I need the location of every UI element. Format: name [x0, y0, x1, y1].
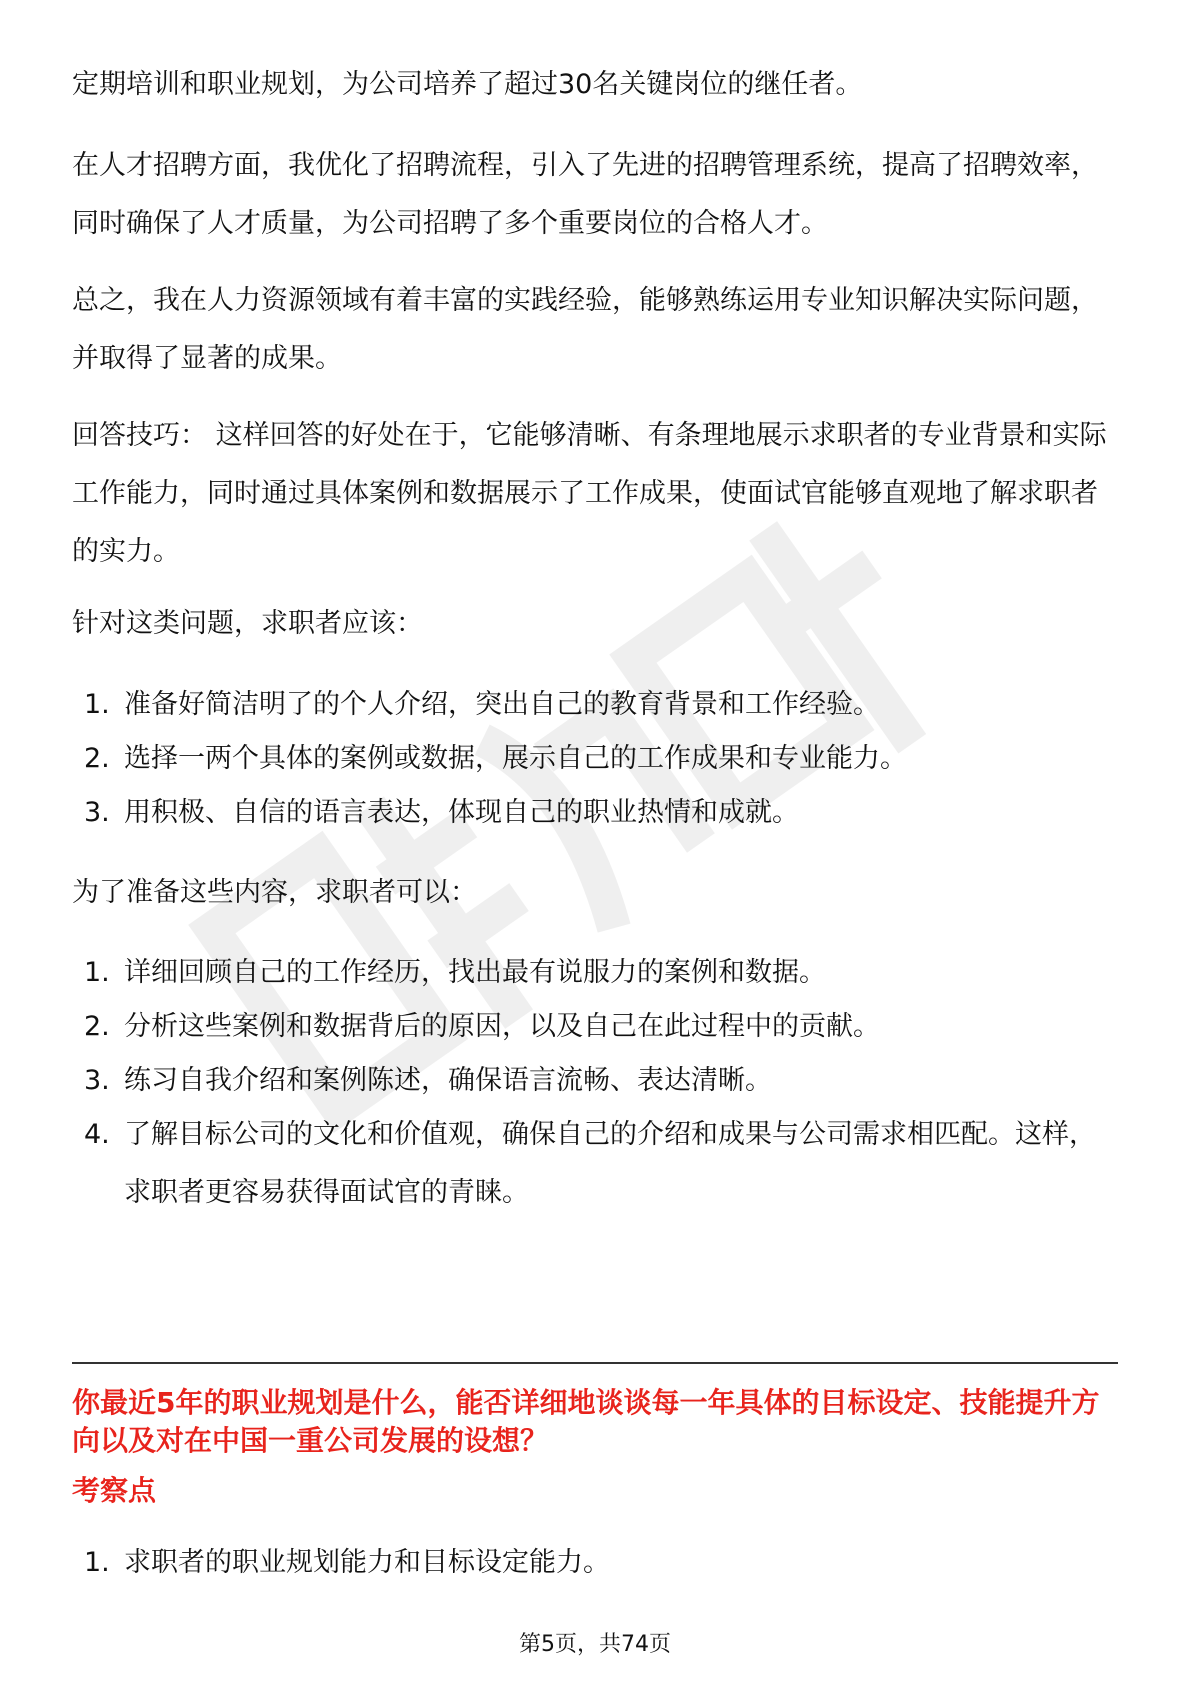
list-text: 详细回顾自己的工作经历，找出最有说服力的案例和数据。: [124, 957, 826, 988]
list-text: 了解目标公司的文化和价值观，确保自己的介绍和成果与公司需求相匹配。这样，求职者更容易获得面试官的青睐。: [124, 1119, 1096, 1208]
list-item: [72, 998, 1118, 1056]
list-number: 2.: [84, 1011, 110, 1042]
list-item: [72, 1052, 1118, 1110]
interview-question: 你最近5年的职业规划是什么，能否详细地谈谈每一年具体的目标设定、技能提升方向以及对在中国一重公司发展的设想？: [72, 1386, 1100, 1457]
list-number: 3.: [84, 1065, 110, 1096]
list-text: 练习自我介绍和案例陈述，确保语言流畅、表达清晰。: [124, 1065, 772, 1096]
list-number: 1.: [84, 689, 110, 720]
section-divider: [72, 1362, 1118, 1364]
list-item: [72, 1106, 1118, 1222]
section-subheading: 考察点: [72, 1474, 157, 1507]
list-number: 3.: [84, 797, 110, 828]
paragraph-summary: 总之，我在人力资源领域有着丰富的实践经验，能够熟练运用专业知识解决实际问题，并取得了显著的成果。: [72, 285, 1098, 374]
list-item: [72, 730, 1118, 788]
paragraph-answer-tips: 回答技巧： 这样回答的好处在于，它能够清晰、有条理地展示求职者的专业背景和实际工作能力，同时通过具体案例和数据展示了工作成果，使面试官能够直观地了解求职者的实力。: [72, 420, 1107, 567]
list-item: [72, 944, 1118, 1002]
page-footer: 第5页，共74页: [519, 1632, 671, 1657]
list-number: 1.: [84, 957, 110, 988]
list-text: 选择一两个具体的案例或数据，展示自己的工作成果和专业能力。: [124, 743, 907, 774]
paragraph-recruitment: 在人才招聘方面，我优化了招聘流程，引入了先进的招聘管理系统，提高了招聘效率，同时确保了人才质量，为公司招聘了多个重要岗位的合格人才。: [72, 150, 1098, 239]
list-number: 2.: [84, 743, 110, 774]
paragraph-prepare-intro: 为了准备这些内容，求职者可以：: [72, 877, 477, 908]
list-text: 用积极、自信的语言表达，体现自己的职业热情和成就。: [124, 797, 799, 828]
list-item: [72, 676, 1118, 734]
paragraph-successors: 定期培训和职业规划，为公司培养了超过30名关键岗位的继任者。: [72, 69, 863, 100]
list-text: 求职者的职业规划能力和目标设定能力。: [124, 1547, 610, 1578]
list-text: 准备好简洁明了的个人介绍，突出自己的教育背景和工作经验。: [124, 689, 880, 720]
list-item: [72, 784, 1118, 842]
list-number: 4.: [84, 1119, 110, 1150]
list-item: [72, 1534, 1118, 1592]
list-number: 1.: [84, 1547, 110, 1578]
paragraph-should-intro: 针对这类问题，求职者应该：: [72, 608, 423, 639]
list-text: 分析这些案例和数据背后的原因，以及自己在此过程中的贡献。: [124, 1011, 880, 1042]
